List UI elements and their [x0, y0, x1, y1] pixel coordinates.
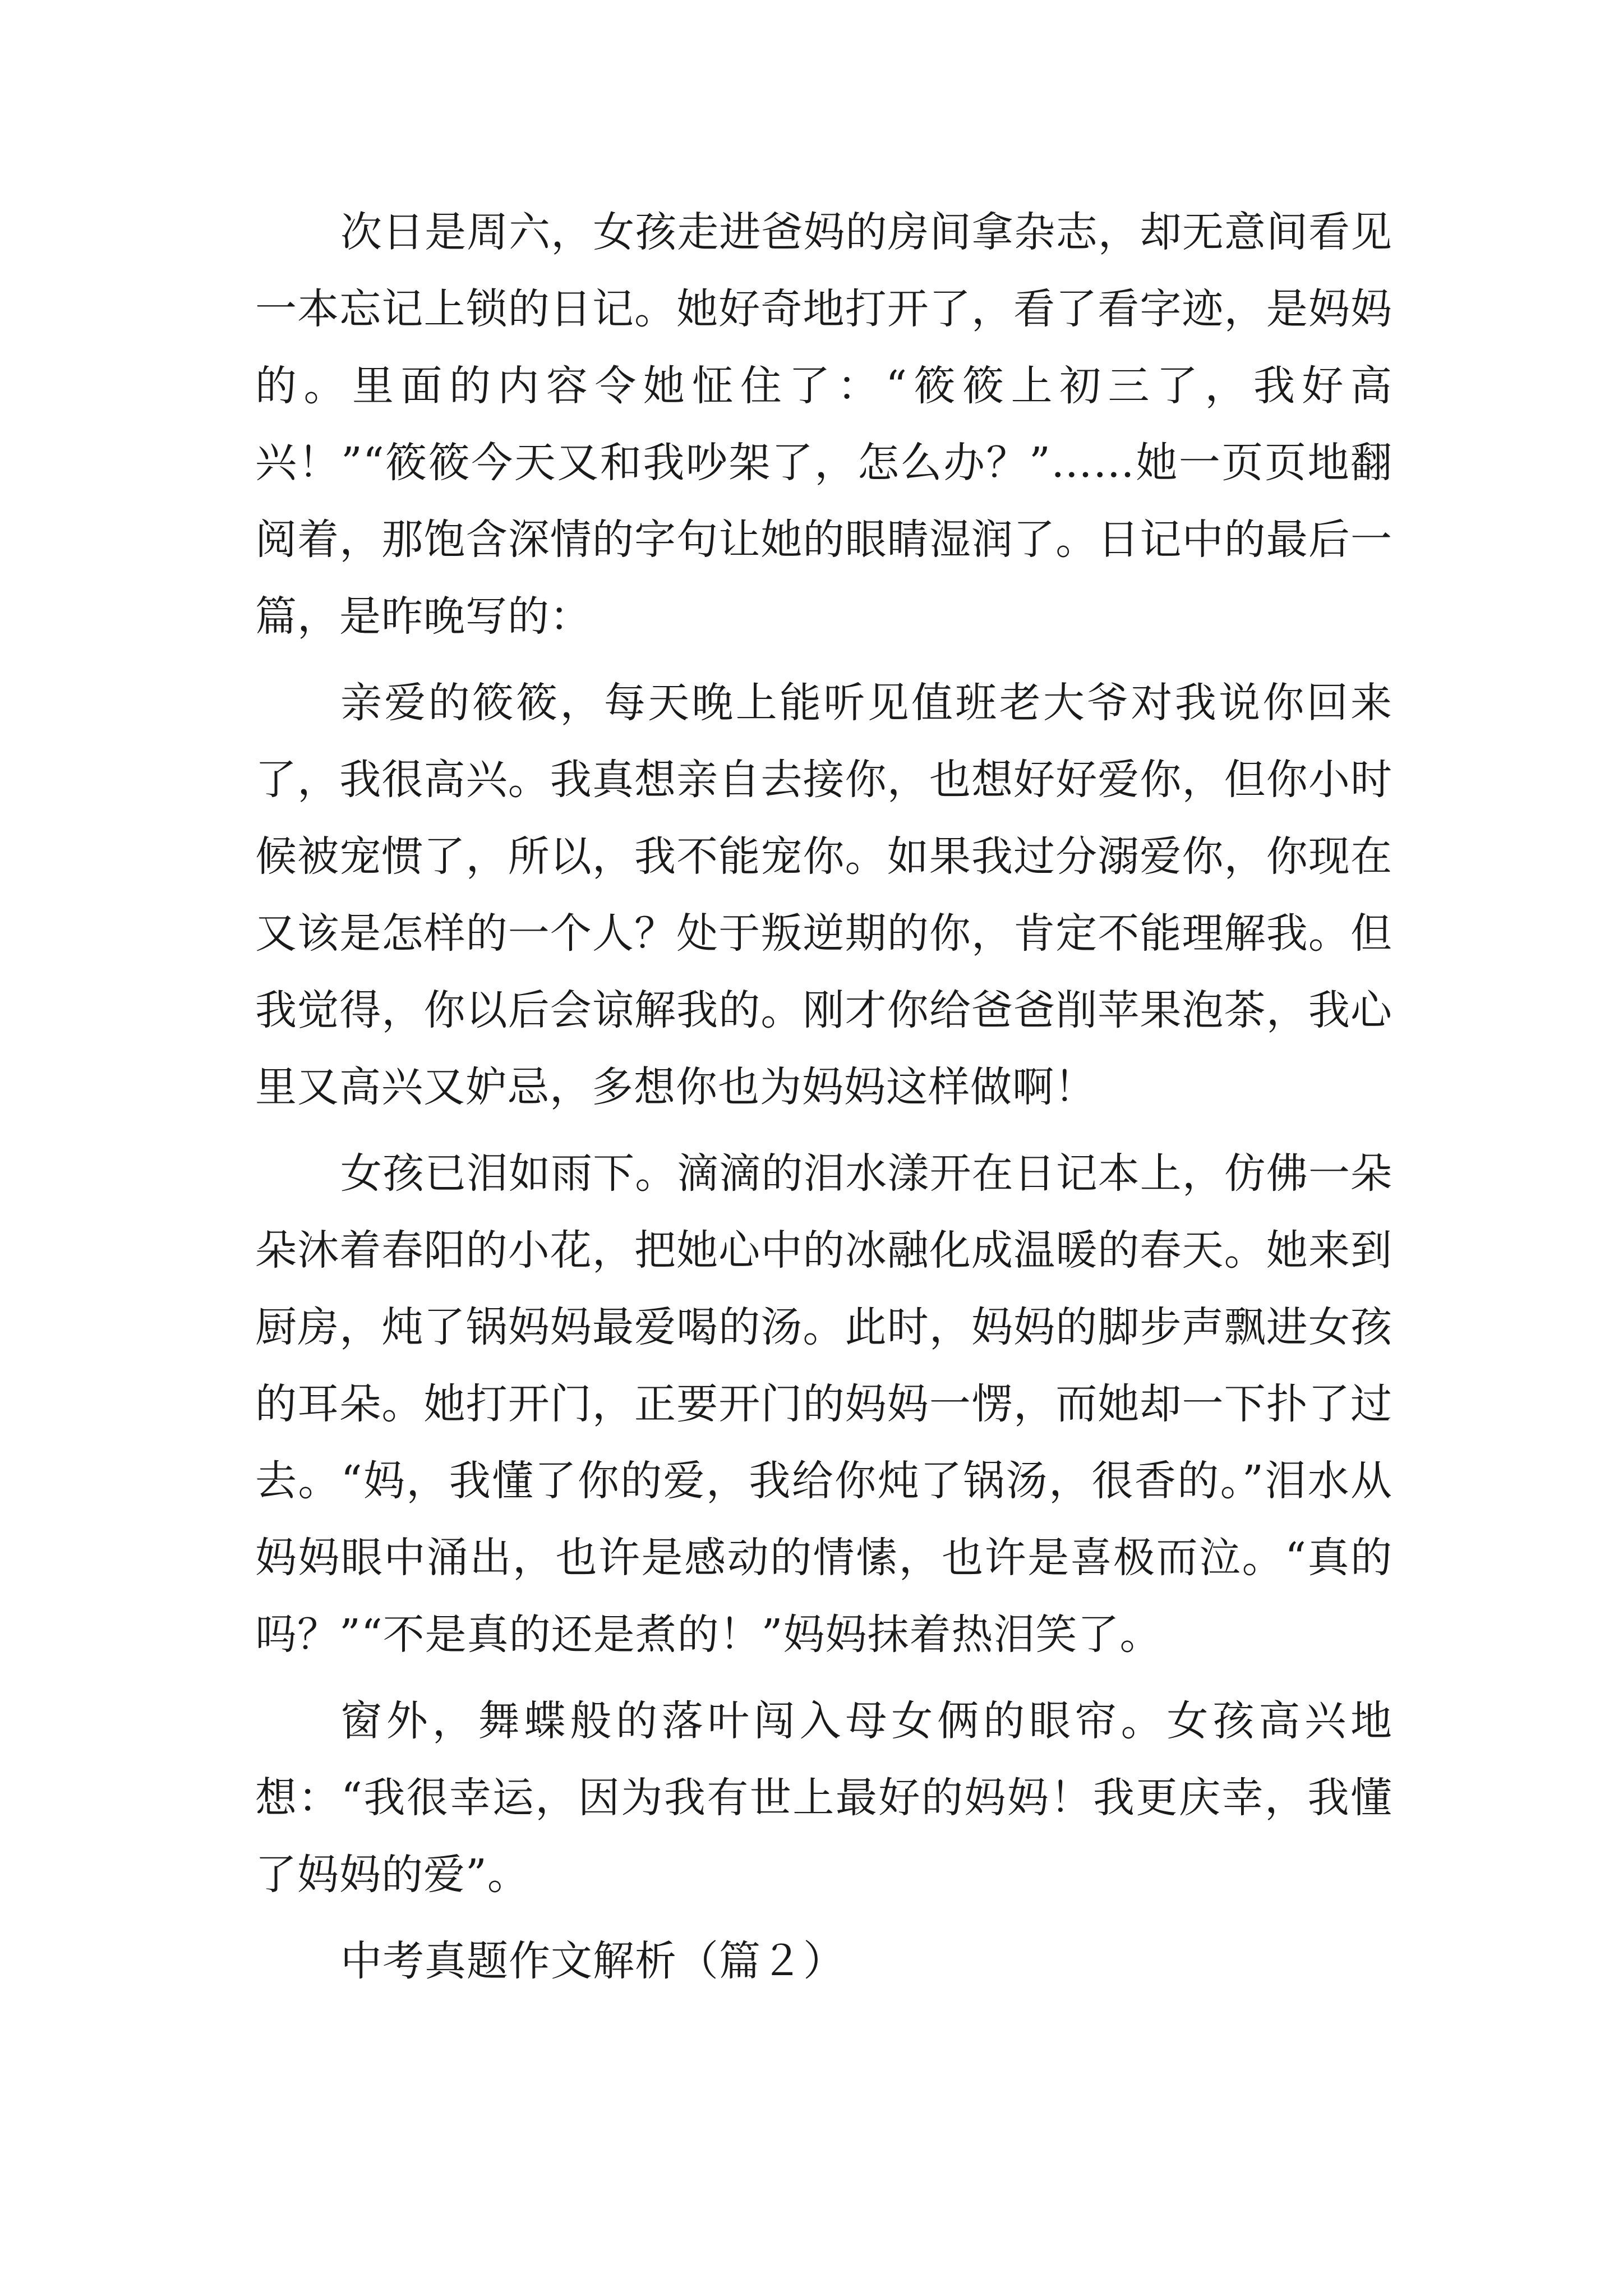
document-body	[255, 194, 1393, 2000]
paragraph-closing: 窗外，舞蝶般的落叶闯入母女俩的眼帘。女孩高兴地想：“我很幸运，因为我有世上最好的妈妈！我更庆幸，我懂了妈妈的爱”。	[255, 1697, 1393, 1899]
paragraph-diary-discovery: 次日是周六，女孩走进爸妈的房间拿杂志，却无意间看见一本忘记上锁的日记。她好奇地打开了，看了看字迹，是妈妈的。里面的内容令她怔住了：“筱筱上初三了，我好高兴！”“筱筱今天又和我吵架了，怎么办？”……她一页页地翻阅着，那饱含深情的字句让她的眼睛湿润了。日记中的最后一篇，是昨晚写的：	[255, 208, 1393, 641]
section-heading: 中考真题作文解析（篇２）	[340, 1937, 845, 1985]
paragraph-diary-entry: 亲爱的筱筱，每天晚上能听见值班老大爷对我说你回来了，我很高兴。我真想亲自去接你，也想好好爱你，但你小时候被宠惯了，所以，我不能宠你。如果我过分溺爱你，你现在又该是怎样的一个人？处于叛逆期的你，肯定不能理解我。但我觉得，你以后会谅解我的。刚才你给爸爸削苹果泡茶，我心里又高兴又妒忌，多想你也为妈妈这样做啊！	[255, 679, 1393, 1111]
paragraph-reconciliation: 女孩已泪如雨下。滴滴的泪水漾开在日记本上，仿佛一朵朵沐着春阳的小花，把她心中的冰融化成温暖的春天。她来到厨房，炖了锅妈妈最爱喝的汤。此时，妈妈的脚步声飘进女孩的耳朵。她打开门，正要开门的妈妈一愣，而她却一下扑了过去。“妈，我懂了你的爱，我给你炖了锅汤，很香的。”泪水从妈妈眼中涌出，也许是感动的情愫，也许是喜极而泣。“真的吗？”“不是真的还是煮的！”妈妈抹着热泪笑了。	[255, 1149, 1393, 1659]
